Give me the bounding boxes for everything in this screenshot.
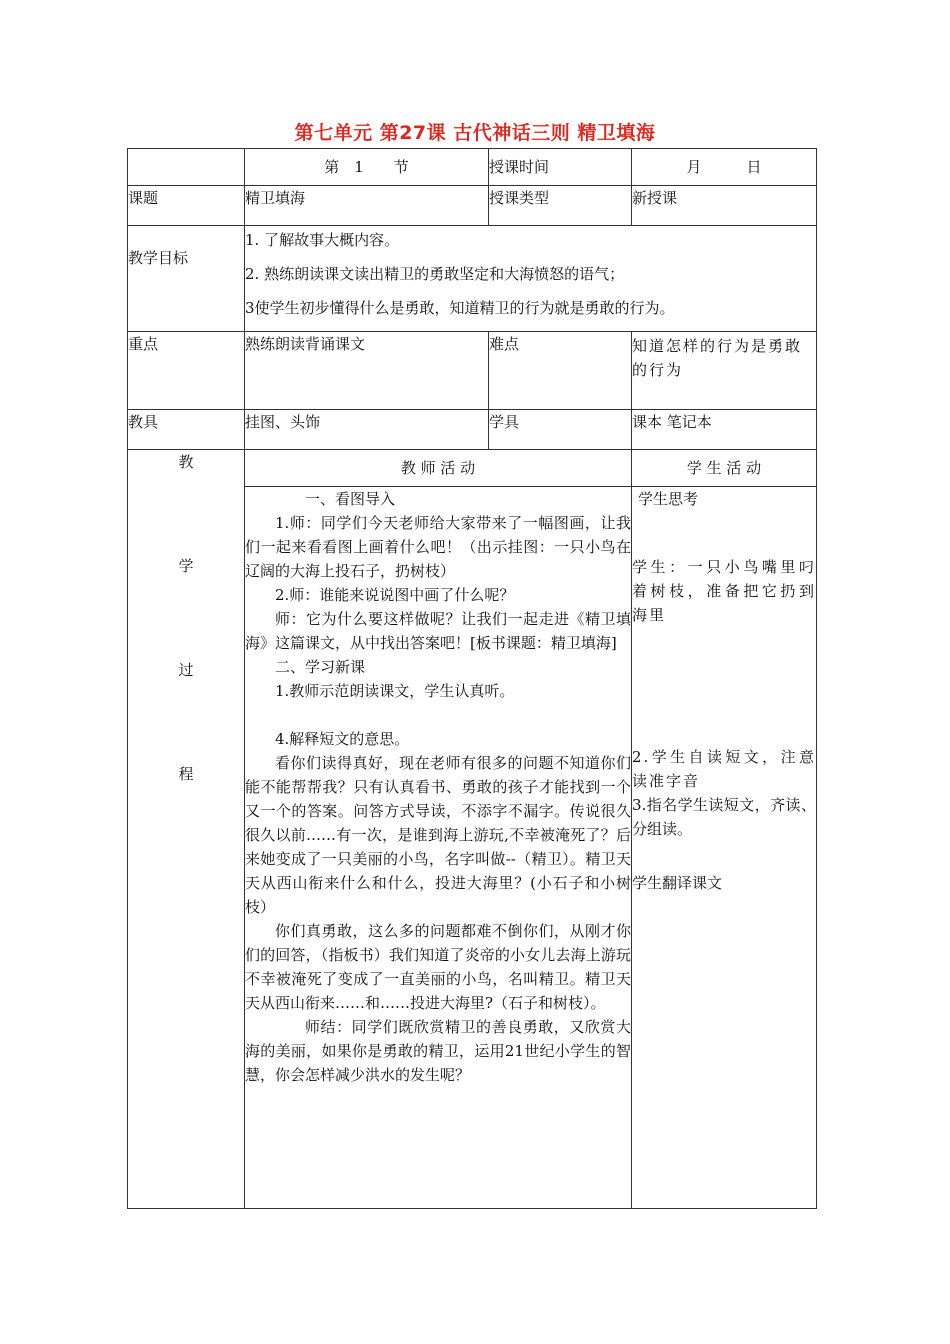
goal-item: 1. 了解故事大概内容。	[245, 231, 400, 249]
teacher-activity-content	[245, 487, 632, 1209]
goals-list	[245, 226, 817, 332]
tools-label: 教具	[128, 410, 245, 450]
topic-row	[128, 186, 817, 226]
tools-value: 挂图、头饰	[245, 410, 489, 450]
goal-item: 3使学生初步懂得什么是勇敢，知道精卫的行为就是勇敢的行为。	[245, 299, 675, 317]
focus-row	[128, 332, 817, 410]
teacher-paragraph: 师结：同学们既欣赏精卫的善良勇敢，又欣赏大海的美丽，如果你是勇敢的精卫，运用21世纪小学生的智慧，你会怎样减少洪水的发生呢？	[245, 1018, 631, 1084]
section-cell: 第 1 节	[245, 149, 489, 186]
teacher-paragraph: 2.师：谁能来说说图中画了什么呢？	[275, 586, 515, 604]
student-paragraph: 3.指名学生读短文，齐读、分组读。	[632, 796, 816, 838]
process-label-char: 教	[178, 453, 194, 471]
focus-value: 熟练朗读背诵课文	[245, 332, 489, 410]
teacher-paragraph: 4.解释短文的意思。	[275, 730, 410, 748]
teacher-paragraph-blank	[245, 703, 631, 727]
goal-item: 2. 熟练朗读课文读出精卫的勇敢坚定和大海愤怒的语气；	[245, 265, 625, 283]
teacher-paragraph: 一、看图导入	[305, 490, 396, 508]
difficulty-label: 难点	[489, 332, 632, 410]
topic-label: 课题	[128, 186, 245, 226]
goals-row	[128, 226, 817, 332]
process-header-row	[128, 450, 817, 487]
header-row	[128, 149, 817, 186]
student-paragraph: 学生翻译课文	[632, 874, 723, 892]
topic-value: 精卫填海	[245, 186, 489, 226]
teacher-paragraph: 师：它为什么要这样做呢？让我们一起走进《精卫填海》这篇课文，从中找出答案吧！[板书课题：精卫填海]	[245, 610, 631, 652]
teacher-paragraph: 你们真勇敢，这么多的问题都难不倒你们，从刚才你们的回答，（指板书）我们知道了炎帝的小女儿去海上游玩不幸被淹死了变成了一直美丽的小鸟，名叫精卫。精卫天天从西山衔来……和……投进大海里?（石子和树枝）。	[245, 922, 631, 1012]
process-label-char: 过	[178, 661, 194, 679]
teacher-activity-header: 教 师 活 动	[245, 450, 632, 487]
student-activity-header: 学 生 活 动	[632, 450, 817, 487]
type-label: 授课类型	[489, 186, 632, 226]
date-cell: 月 日	[632, 149, 817, 186]
empty-corner-cell	[128, 149, 245, 186]
focus-label: 重点	[128, 332, 245, 410]
process-label-char: 程	[178, 765, 194, 783]
student-paragraph: 学生：一只小鸟嘴里叼着树枝，准备把它扔到海里	[632, 558, 816, 624]
student-paragraph: 学生思考	[638, 490, 699, 508]
teacher-paragraph: 二、学习新课	[275, 658, 366, 676]
page-title: 第七单元 第27课 古代神话三则 精卫填海	[294, 122, 656, 144]
tools-row	[128, 410, 817, 450]
teacher-paragraph: 看你们读得真好，现在老师有很多的问题不知道你们能不能帮帮我？只有认真看书、勇敢的孩子才能找到一个又一个的答案。问答方式导读，不添字不漏字。传说很久很久以前……有一次，是谁到海上游玩,不幸被淹死了？后来她变成了一只美丽的小鸟，名字叫做--（精卫）。精卫天天从西山衔来什么和什么，投进大海里？(小石子和小树枝）	[245, 754, 631, 916]
type-value: 新授课	[632, 186, 817, 226]
process-label	[128, 450, 245, 1209]
student-activity-content	[632, 487, 817, 1209]
goals-label: 教学目标	[128, 226, 245, 332]
student-tools-label: 学具	[489, 410, 632, 450]
teacher-paragraph: 1.教师示范朗读课文，学生认真听。	[275, 682, 515, 700]
time-label-cell: 授课时间	[489, 149, 632, 186]
lesson-plan-table	[127, 148, 817, 1209]
student-paragraph: 2.学生自读短文，注意读准字音	[632, 748, 816, 790]
difficulty-value: 知道怎样的行为是勇敢的行为	[632, 332, 817, 410]
process-label-char: 学	[178, 557, 194, 575]
student-tools-value: 课本 笔记本	[632, 410, 817, 450]
teacher-paragraph: 1.师：同学们今天老师给大家带来了一幅图画，让我们一起来看看图上画着什么吧！（出示挂图：一只小鸟在辽阔的大海上投石子，扔树枝）	[245, 514, 631, 580]
